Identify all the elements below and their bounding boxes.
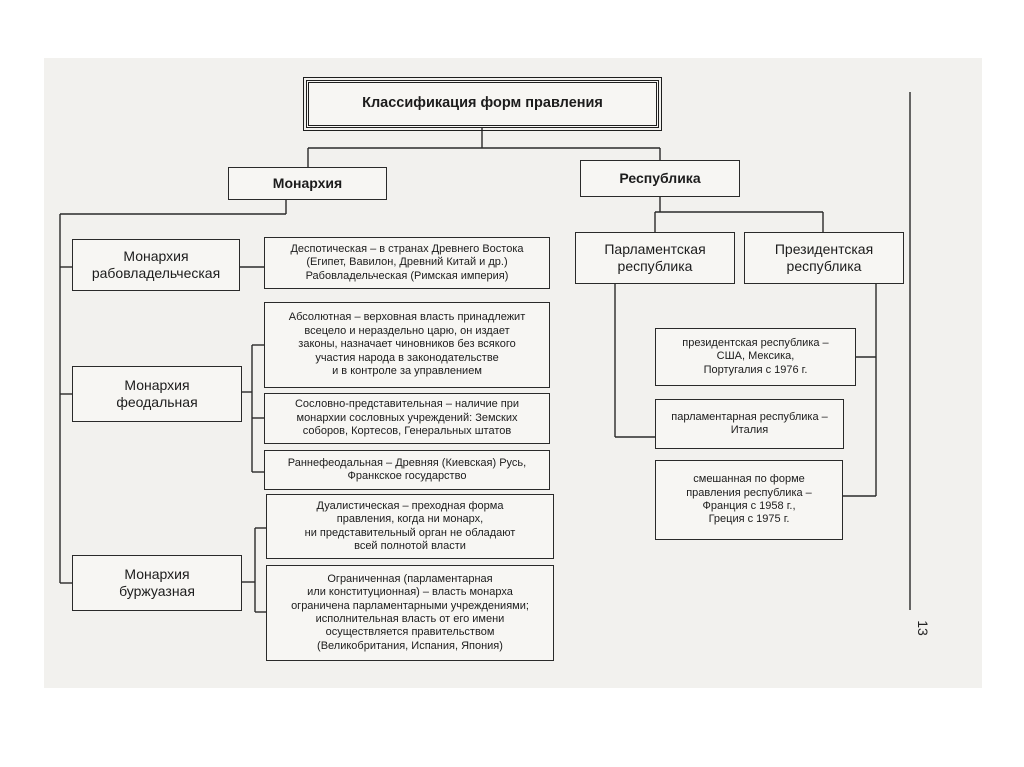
absolute-monarchy-box: Абсолютная – верховная власть принадлежит всецело и нераздельно царю, он издает законы, назначает чиновников без всякого участия народа в законодательстве и в контроле за управлением: [264, 302, 550, 388]
monarchy-feudal-box: Монархия феодальная: [72, 366, 242, 422]
limited-monarchy-box: Ограниченная (парламентарная или конституционная) – власть монарха ограничена парламентарными учреждениями; исполнительная власть от его имени осуществляется правительством (Великобритания, Испания, Япония): [266, 565, 554, 661]
parliamentary-republic-box: Парламентская республика: [575, 232, 735, 284]
monarchy-bourgeois-box: Монархия буржуазная: [72, 555, 242, 611]
republic-box: Республика: [580, 160, 740, 197]
page-number: 13: [914, 620, 931, 636]
monarchy-slave-owning-box: Монархия рабовладельческая: [72, 239, 240, 291]
dualistic-monarchy-box: Дуалистическая – преходная форма правления, когда ни монарх, ни представительный орган не обладают всей полнотой власти: [266, 494, 554, 559]
presidential-republic-box: Президентская республика: [744, 232, 904, 284]
estate-representative-box: Сословно-представительная – наличие при монархии сословных учреждений: Земских соборов, Кортесов, Генеральных штатов: [264, 393, 550, 444]
monarchy-box: Монархия: [228, 167, 387, 200]
mixed-example-box: смешанная по форме правления республика – Франция с 1958 г., Греция с 1975 г.: [655, 460, 843, 540]
presidential-example-box: президентская республика – США, Мексика, Португалия с 1976 г.: [655, 328, 856, 386]
diagram-title: Классификация форм правления: [306, 80, 659, 128]
despotic-monarchy-box: Деспотическая – в странах Древнего Востока (Египет, Вавилон, Древний Китай и др.) Рабовладельческая (Римская империя): [264, 237, 550, 289]
parliamentary-example-box: парламентарная республика – Италия: [655, 399, 844, 449]
early-feudal-box: Раннефеодальная – Древняя (Киевская) Русь, Франкское государство: [264, 450, 550, 490]
